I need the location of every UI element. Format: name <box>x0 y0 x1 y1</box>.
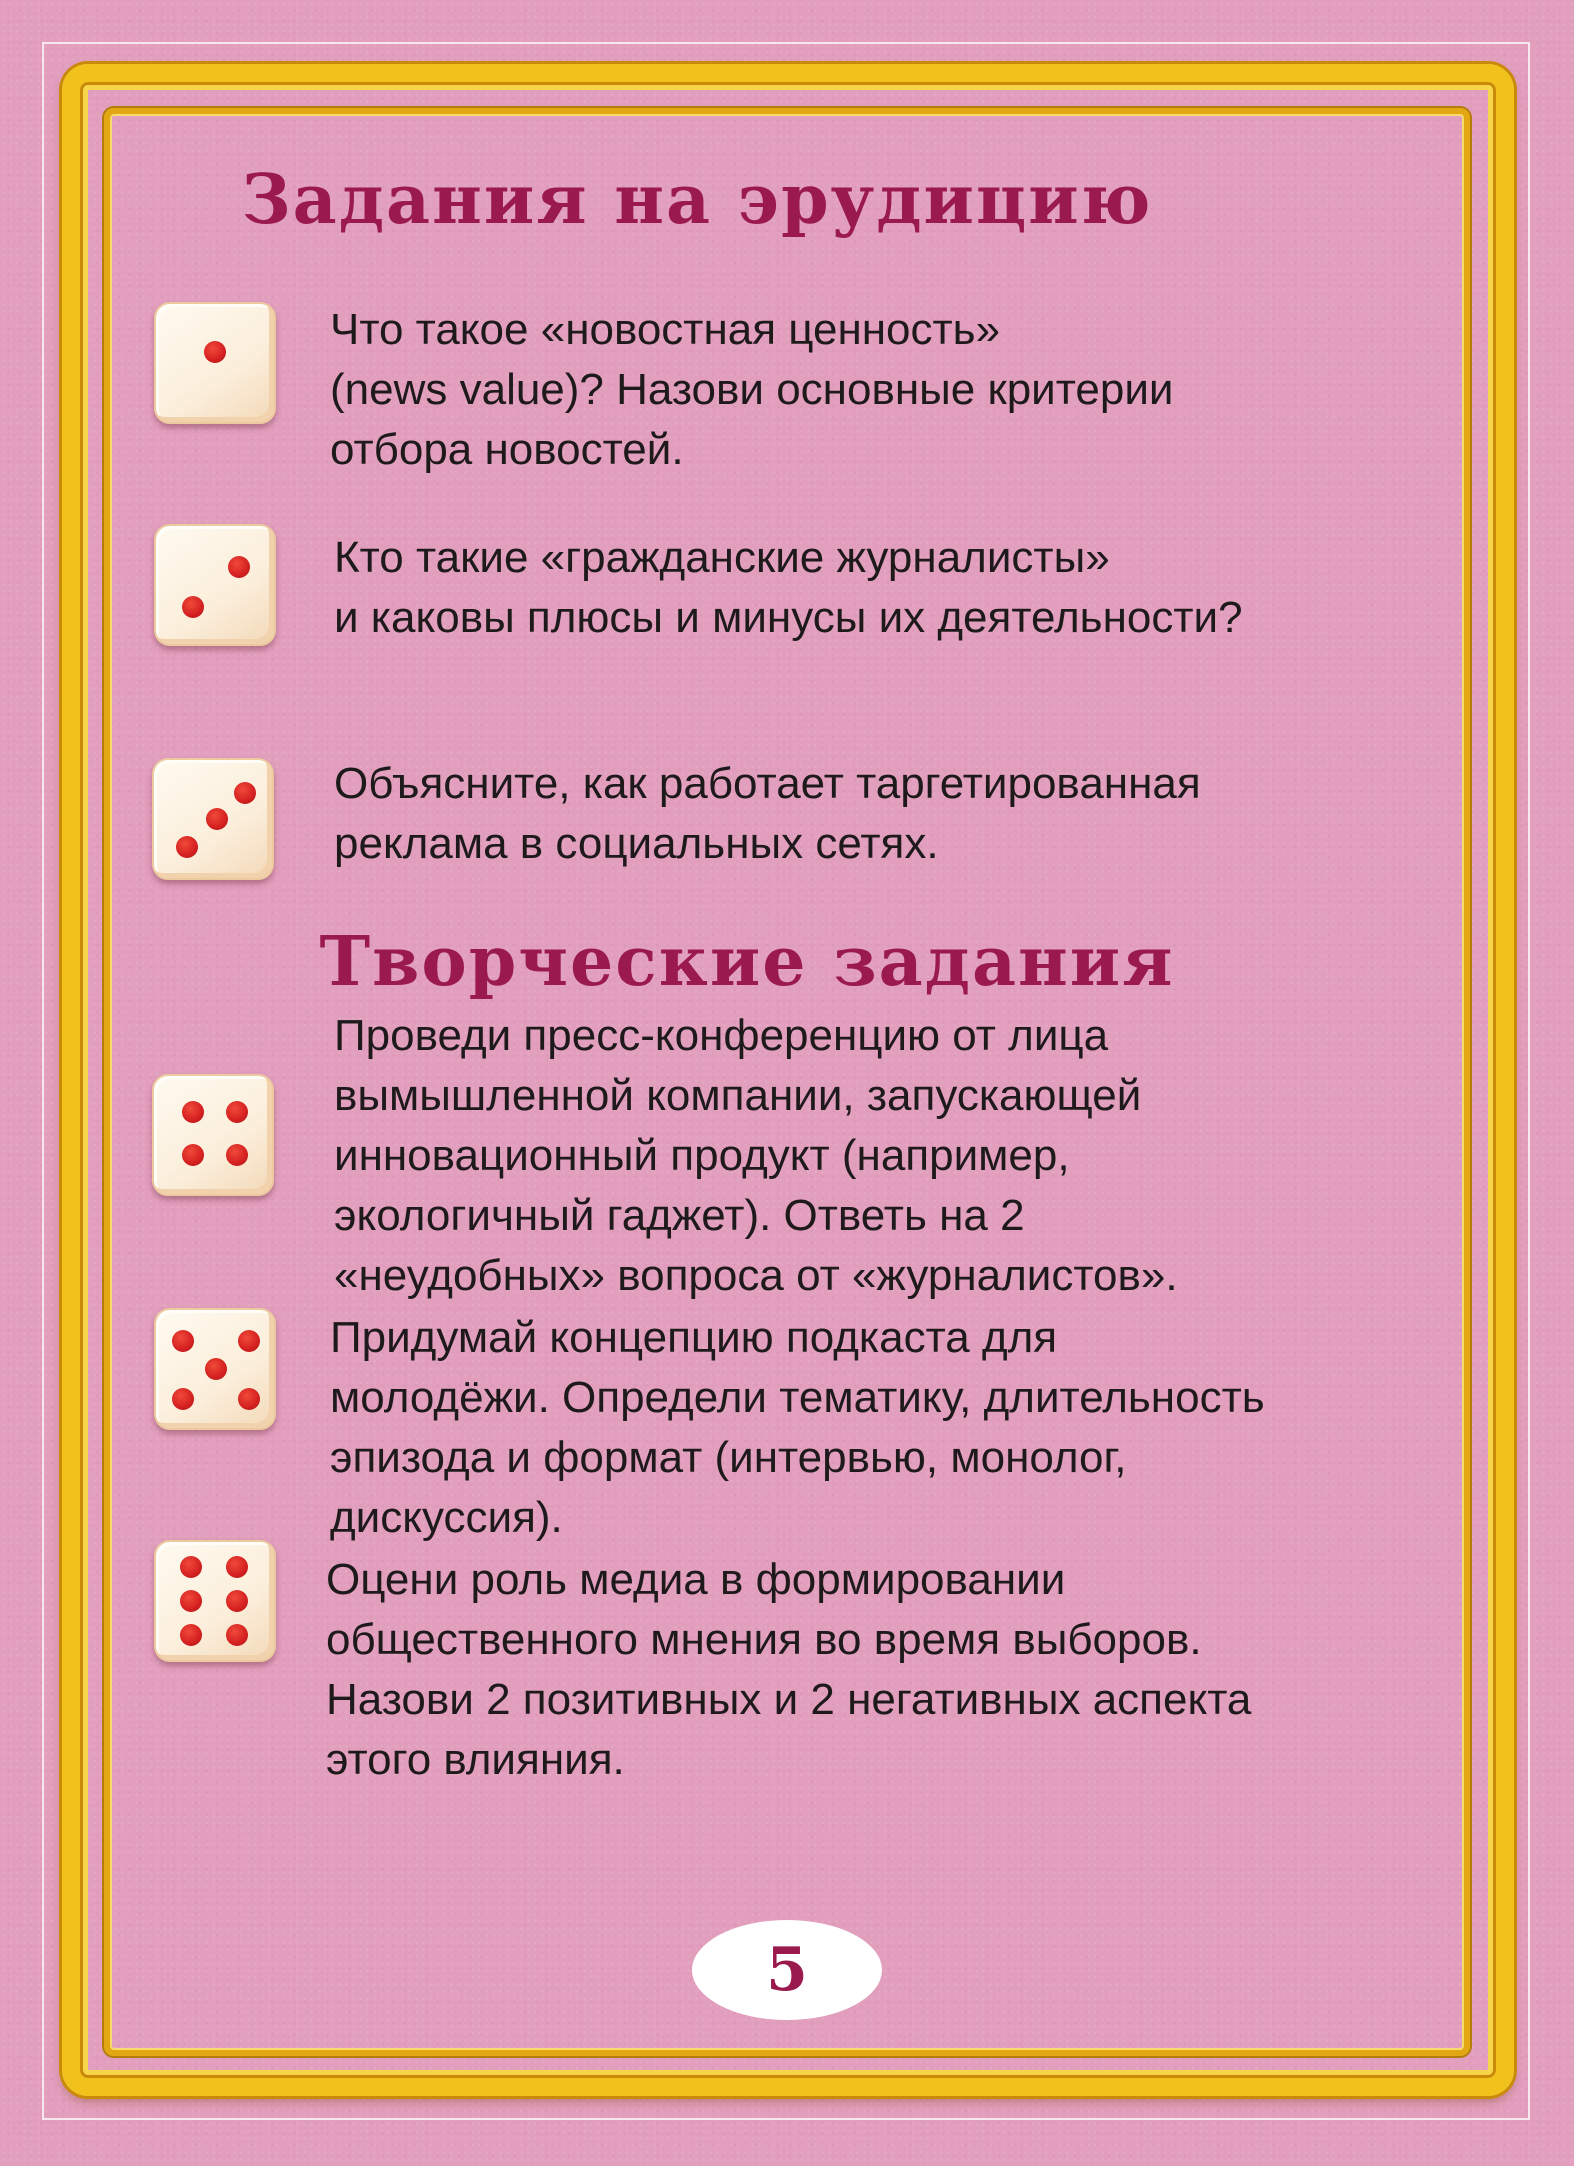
task-1-text: Что такое «новостная ценность» (news value)? Назови основные критерии отбора новостей. <box>330 305 1174 474</box>
dice-pip <box>205 1358 227 1380</box>
dice-pip <box>226 1590 248 1612</box>
dice-pip <box>226 1556 248 1578</box>
dice-pip <box>226 1101 248 1123</box>
task-3-text: Объясните, как работает таргетированная реклама в социальных сетях. <box>334 759 1201 868</box>
dice-two-icon <box>154 524 276 646</box>
dice-pip <box>182 596 204 618</box>
dice-five-icon <box>154 1308 276 1430</box>
task-2-text: Кто такие «гражданские журналисты» и каковы плюсы и минусы их деятельности? <box>334 533 1243 642</box>
dice-pip <box>180 1556 202 1578</box>
dice-pip <box>172 1388 194 1410</box>
dice-six-icon <box>154 1540 276 1662</box>
dice-pip <box>226 1144 248 1166</box>
dice-pip <box>238 1388 260 1410</box>
dice-pip <box>238 1330 260 1352</box>
task-4-text: Проведи пресс-конференцию от лица вымышленной компании, запускающей инновационный продукт (например, экологичный гаджет). Ответь на 2 «неудобных» вопроса от «журналистов». <box>334 1011 1178 1300</box>
dice-three-icon <box>152 758 274 880</box>
dice-pip <box>234 782 256 804</box>
dice-pip <box>172 1330 194 1352</box>
task-5-text: Придумай концепцию подкаста для молодёжи. Определи тематику, длительность эпизода и формат (интервью, монолог, дискуссия). <box>330 1313 1265 1542</box>
dice-pip <box>176 836 198 858</box>
dice-one-icon <box>154 302 276 424</box>
dice-pip <box>204 341 226 363</box>
dice-pip <box>182 1101 204 1123</box>
dice-pip <box>226 1624 248 1646</box>
dice-pip <box>182 1144 204 1166</box>
creative-title: Творческие задания <box>319 922 1175 1002</box>
page-number: 5 <box>692 1920 882 2020</box>
dice-pip <box>206 808 228 830</box>
task-6-text: Оцени роль медиа в формировании общественного мнения во время выборов. Назови 2 позитивных и 2 негативных аспекта этого влияния. <box>326 1555 1252 1784</box>
dice-pip <box>180 1624 202 1646</box>
dice-pip <box>228 556 250 578</box>
dice-pip <box>180 1590 202 1612</box>
erudition-title: Задания на эрудицию <box>241 160 1153 240</box>
dice-four-icon <box>152 1074 274 1196</box>
